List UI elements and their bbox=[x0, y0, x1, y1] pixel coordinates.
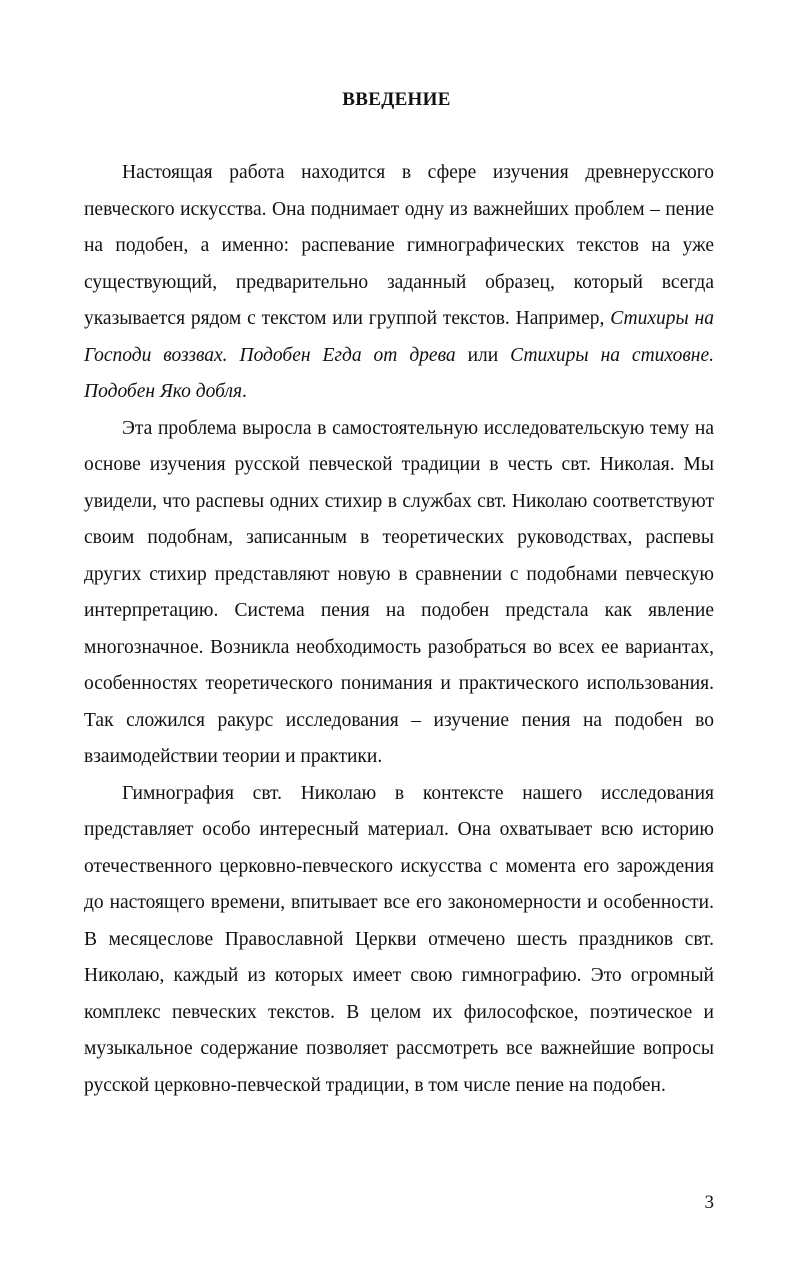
paragraph-3: Гимнография свт. Николаю в контексте нашего исследования представляет особо интересный материал. Она охватывает всю историю отечественного церковно-певческого искусства с момента его зарождения до настоящего времени, впитывает все его закономерности и особенности. В месяцеслове Православной Церкви отмечено шесть праздников свт. Николаю, каждый из которых имеет свою гимнографию. Это огромный комплекс певческих текстов. В целом их философское, поэтическое и музыкальное содержание позволяет рассмотреть все важнейшие вопросы русской церковно-певческой традиции, в том числе пение на подобен. bbox=[84, 782, 714, 1096]
paragraph-1-text-b: или bbox=[455, 344, 511, 366]
paragraph-1-text-a: Настоящая работа находится в сфере изучения древнерусского певческого искусства. Она поднимает одну из важнейших проблем – пение на подобен, а именно: распевание гимнографических текстов на уже существующий, предварительно заданный образец, который всегда указывается рядом с текстом или группой текстов. Например, bbox=[84, 162, 714, 329]
paragraph-1-italic-1: Стихиры на Господи воззвах. Подобен Егда от древа bbox=[84, 308, 715, 366]
paragraph-1 bbox=[84, 155, 714, 411]
page-number: 3 bbox=[704, 1192, 714, 1213]
paragraph-2: Эта проблема выросла в самостоятельную исследовательскую тему на основе изучения русской певческой традиции в честь свт. Николая. Мы увидели, что распевы одних стихир в службах свт. Николаю соответствуют своим подобнам, записанным в теоретических руководствах, распевы других стихир представляют новую в сравнении с подобнами певческую интерпретацию. Система пения на подобен предстала как явление многозначное. Возникла необходимость разобраться во всех ее вариантах, особенностях теоретического понимания и практического использования. Так сложился ракурс исследования – изучение пения на подобен во взаимодействии теории и практики. bbox=[84, 417, 714, 767]
paragraph-1-italic-2: Стихиры на стиховне. Подобен Яко добля bbox=[84, 344, 714, 402]
page-title: ВВЕДЕНИЕ bbox=[342, 89, 451, 110]
body-text bbox=[84, 155, 714, 1104]
paragraph-1-text-c: . bbox=[242, 381, 247, 402]
